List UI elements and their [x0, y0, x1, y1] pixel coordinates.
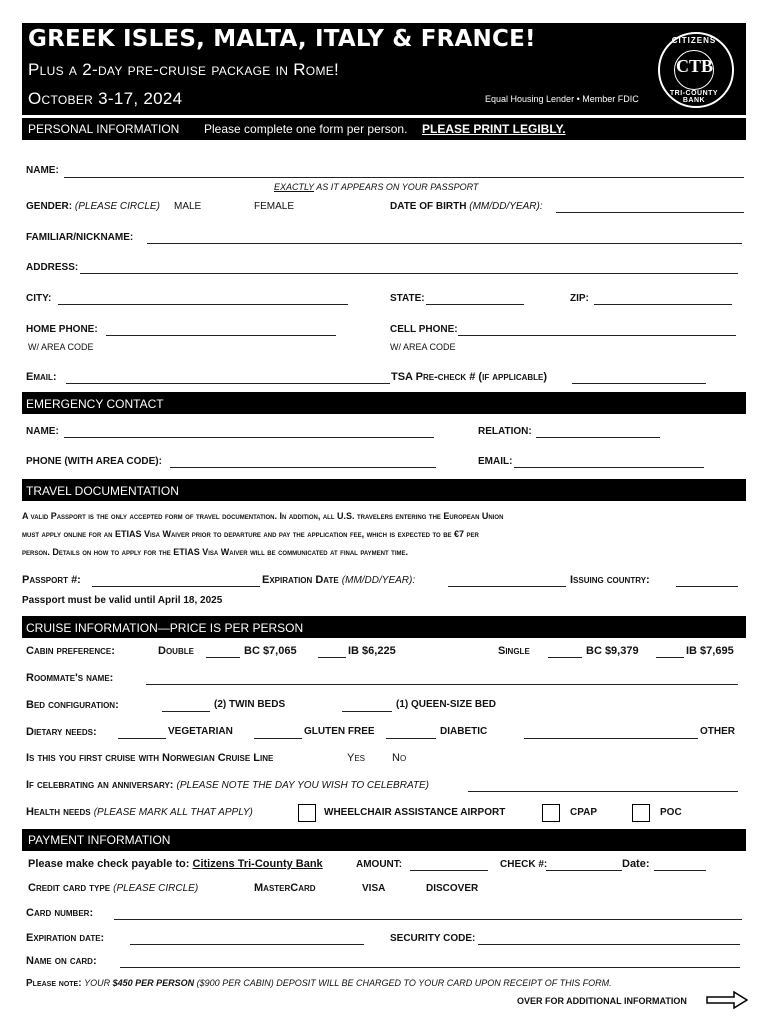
arrow-right-icon	[706, 991, 748, 1009]
nickname-field[interactable]	[147, 243, 742, 244]
amount-label: AMOUNT:	[356, 859, 403, 870]
city-label: CITY:	[26, 293, 52, 304]
expiration-label: Expiration Date (MM/DD/YEAR):	[262, 574, 416, 586]
relation-label: RELATION:	[478, 426, 532, 437]
check-number-field[interactable]	[546, 870, 622, 871]
gluten-free-field[interactable]	[254, 738, 302, 739]
single-bc-field[interactable]	[548, 657, 582, 658]
expiration-field[interactable]	[448, 586, 566, 587]
wheelchair-label: WHEELCHAIR ASSISTANCE AIRPORT	[324, 807, 506, 818]
emergency-phone-label: PHONE (WITH AREA CODE):	[26, 456, 162, 467]
visa-option[interactable]: VISA	[362, 883, 386, 894]
check-payable-text: Please make check payable to: Citizens Tri-County Bank	[28, 858, 323, 870]
twin-beds-option: (2) TWIN BEDS	[214, 699, 286, 710]
double-bc-field[interactable]	[206, 657, 240, 658]
address-label: ADDRESS:	[26, 262, 79, 273]
health-needs-label: Health needs (PLEASE MARK ALL THAT APPLY)	[26, 806, 253, 818]
dob-field[interactable]	[556, 212, 744, 213]
roommate-field[interactable]	[146, 684, 738, 685]
queen-bed-option: (1) QUEEN-SIZE BED	[396, 699, 497, 710]
email-label: Email:	[26, 371, 57, 383]
passport-exact-note: EXACTLY AS IT APPEARS ON YOUR PASSPORT	[274, 182, 479, 192]
gender-female-option[interactable]: FEMALE	[254, 201, 295, 212]
home-phone-label: HOME PHONE:	[26, 324, 98, 335]
home-phone-field[interactable]	[106, 335, 336, 336]
over-note: OVER FOR ADDITIONAL INFORMATION	[517, 996, 687, 1006]
payment-info-heading: PAYMENT INFORMATION	[28, 833, 171, 847]
cabin-preference-label: Cabin preference:	[26, 645, 115, 657]
gender-label: GENDER: (PLEASE CIRCLE)	[26, 201, 160, 212]
city-field[interactable]	[58, 304, 348, 305]
seal-bottom-text: TRI-COUNTY BANK	[669, 90, 719, 104]
other-diet-option: OTHER	[700, 726, 735, 737]
check-number-label: CHECK #:	[500, 859, 548, 870]
card-expiration-label: Expiration date:	[26, 932, 105, 944]
passport-validity-note: Passport must be valid until April 18, 2025	[22, 595, 223, 606]
deposit-note: Please note: YOUR $450 PER PERSON ($900 PER CABIN) DEPOSIT WILL BE CHARGED TO YOUR CARD UPON RECEIPT OF THIS FORM.	[26, 978, 612, 989]
mastercard-option[interactable]: MasterCard	[254, 882, 316, 894]
security-code-field[interactable]	[478, 944, 740, 945]
double-label: Double	[158, 645, 194, 657]
gender-male-option[interactable]: MALE	[174, 201, 202, 212]
relation-field[interactable]	[536, 437, 660, 438]
zip-field[interactable]	[594, 304, 732, 305]
first-cruise-yes[interactable]: Yes	[347, 752, 366, 764]
anniversary-label: If celebrating an anniversary: (PLEASE NOTE THE DAY YOU WISH TO CELEBRATE)	[26, 779, 429, 791]
seal-top-text: CITIZENS	[671, 36, 717, 45]
wheelchair-checkbox[interactable]	[298, 804, 316, 822]
email-field[interactable]	[66, 383, 390, 384]
dob-label: DATE OF BIRTH (MM/DD/YEAR):	[390, 201, 543, 212]
anniversary-field[interactable]	[468, 791, 738, 792]
cc-type-label: Credit card type (PLEASE CIRCLE)	[28, 882, 199, 894]
single-bc-price: BC $9,379	[586, 645, 639, 657]
vegetarian-option: VEGETARIAN	[168, 726, 233, 737]
travel-doc-heading: TRAVEL DOCUMENTATION	[26, 484, 179, 498]
card-expiration-field[interactable]	[130, 944, 364, 945]
diabetic-field[interactable]	[386, 738, 436, 739]
name-on-card-field[interactable]	[120, 967, 740, 968]
other-diet-field[interactable]	[524, 738, 698, 739]
roommate-label: Roommate's name:	[26, 672, 114, 684]
dietary-label: Dietary needs:	[26, 726, 97, 738]
bed-config-label: Bed configuration:	[26, 699, 119, 711]
zip-label: ZIP:	[570, 293, 589, 304]
passport-field[interactable]	[92, 586, 260, 587]
poc-checkbox[interactable]	[632, 804, 650, 822]
security-code-label: SECURITY CODE:	[390, 933, 476, 944]
lender-notice: Equal Housing Lender • Member FDIC	[485, 94, 639, 104]
cruise-info-heading: CRUISE INFORMATION—PRICE IS PER PERSON	[26, 621, 304, 635]
personal-info-heading: PERSONAL INFORMATION	[28, 122, 180, 136]
double-ib-price: IB $6,225	[348, 645, 396, 657]
emergency-contact-heading: EMERGENCY CONTACT	[26, 397, 164, 411]
emergency-phone-field[interactable]	[170, 467, 436, 468]
date-field[interactable]	[654, 870, 706, 871]
single-ib-price: IB $7,695	[686, 645, 734, 657]
issuing-country-label: Issuing country:	[570, 574, 650, 586]
seal-monogram: CTB	[676, 56, 714, 76]
personal-instruction: Please complete one form per person.	[204, 122, 408, 136]
queen-bed-field[interactable]	[342, 711, 392, 712]
card-number-field[interactable]	[114, 919, 742, 920]
card-number-label: Card number:	[26, 907, 94, 919]
state-field[interactable]	[426, 304, 524, 305]
single-ib-field[interactable]	[656, 657, 684, 658]
twin-beds-field[interactable]	[162, 711, 210, 712]
cpap-label: CPAP	[570, 807, 598, 818]
address-field[interactable]	[80, 273, 738, 274]
name-field[interactable]	[64, 177, 744, 178]
poc-label: POC	[660, 807, 682, 818]
passport-label: Passport #:	[22, 574, 81, 586]
emergency-name-label: NAME:	[26, 426, 59, 437]
trip-dates: October 3-17, 2024	[28, 89, 183, 108]
cell-phone-hint: W/ AREA CODE	[390, 342, 456, 352]
name-label: NAME:	[26, 165, 59, 176]
cell-phone-label: CELL PHONE:	[390, 324, 458, 335]
nickname-label: FAMILIAR/NICKNAME:	[26, 232, 134, 243]
discover-option[interactable]: DISCOVER	[426, 883, 479, 894]
home-phone-hint: W/ AREA CODE	[28, 342, 94, 352]
cpap-checkbox[interactable]	[542, 804, 560, 822]
tsa-label: TSA Pre-check # (if applicable)	[391, 371, 548, 383]
page-title: GREEK ISLES, MALTA, ITALY & FRANCE!	[28, 26, 536, 52]
double-bc-price: BC $7,065	[244, 645, 297, 657]
tsa-field[interactable]	[572, 383, 706, 384]
first-cruise-question: Is this you first cruise with Norwegian Cruise Line	[26, 752, 274, 764]
vegetarian-field[interactable]	[118, 738, 166, 739]
emergency-email-field[interactable]	[514, 467, 704, 468]
page-subtitle: Plus a 2-day pre-cruise package in Rome!	[28, 60, 340, 79]
issuing-country-field[interactable]	[676, 586, 738, 587]
diabetic-option: DIABETIC	[440, 726, 488, 737]
single-label: Single	[498, 645, 530, 657]
cell-phone-field[interactable]	[458, 335, 736, 336]
double-ib-field[interactable]	[318, 657, 346, 658]
print-legibly-note: PLEASE PRINT LEGIBLY.	[422, 122, 566, 136]
date-label: Date:	[622, 858, 650, 870]
emergency-name-field[interactable]	[64, 437, 434, 438]
amount-field[interactable]	[410, 870, 488, 871]
travel-doc-paragraph: A valid Passport is the only accepted form of travel documentation. In addition, all U.S. travelers entering the European Union must apply online for an ETIAS Visa Waiver prior to departure and pay the application fee, which is expected to be €7 per person. Details on how to apply for the ETIAS Visa Waiver will be communicated at final payment time.	[22, 511, 504, 557]
name-on-card-label: Name on card:	[26, 955, 97, 967]
emergency-email-label: EMAIL:	[478, 456, 513, 467]
first-cruise-no[interactable]: No	[392, 752, 407, 764]
gluten-free-option: GLUTEN FREE	[304, 726, 375, 737]
state-label: STATE:	[390, 293, 425, 304]
